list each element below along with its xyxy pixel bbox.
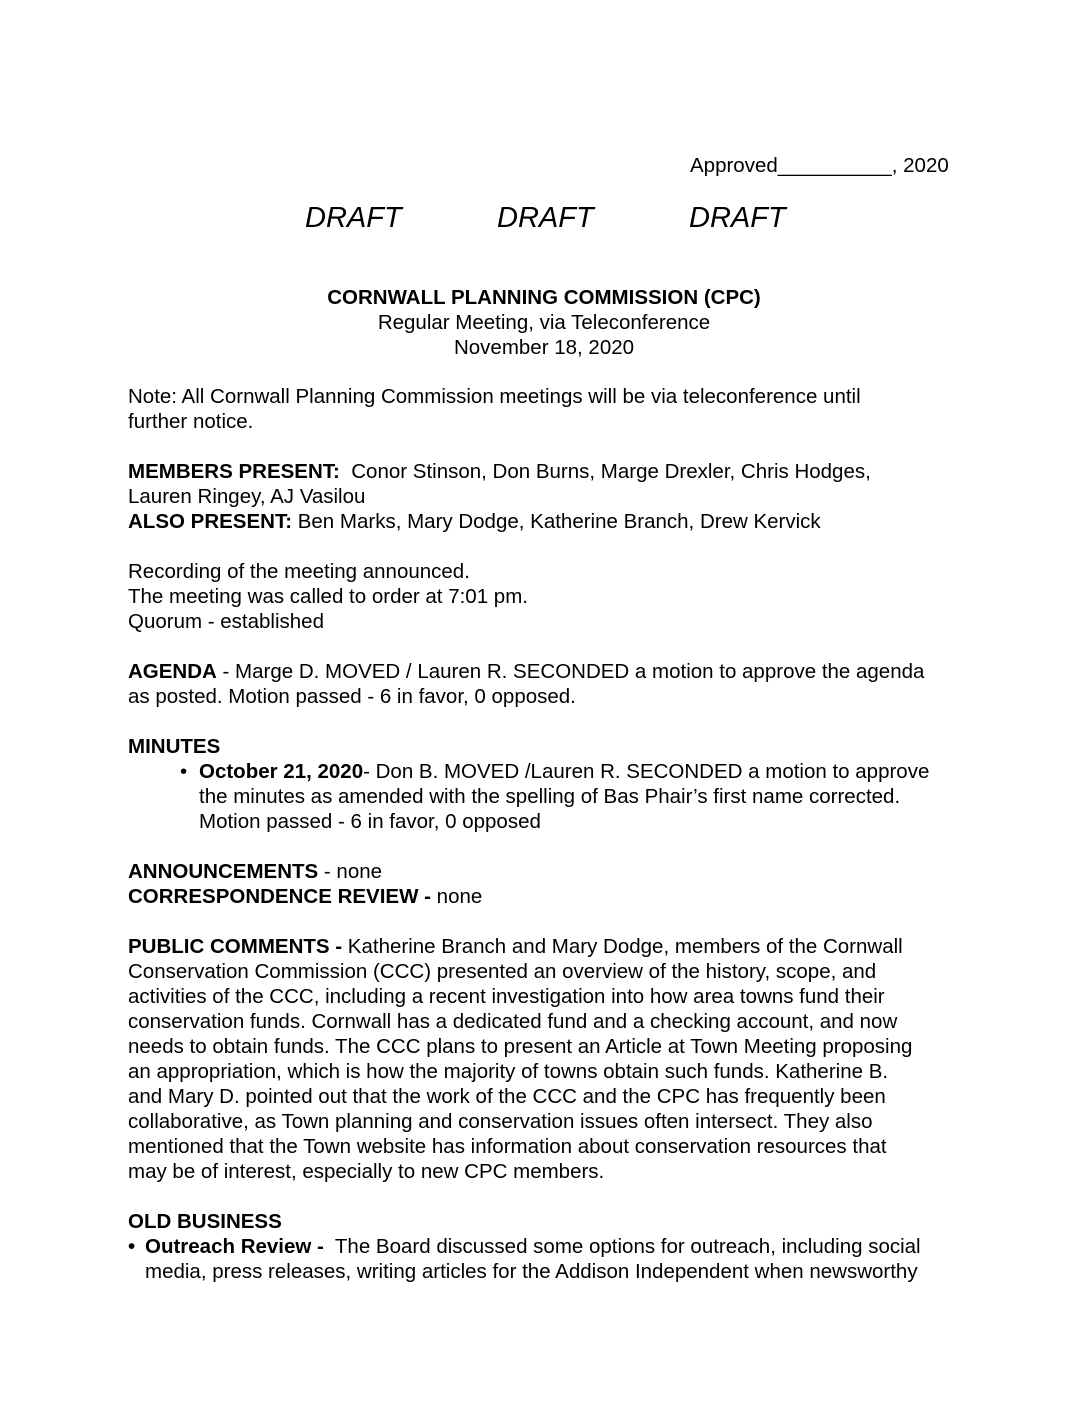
- announcements-section: [128, 859, 968, 909]
- opening-line: The meeting was called to order at 7:01 pm.: [128, 585, 528, 608]
- agenda-text: - Marge D. MOVED / Lauren R. SECONDED a motion to approve the agenda: [216, 660, 925, 683]
- minutes-list-item: [128, 759, 968, 834]
- minutes-body: [128, 384, 968, 1284]
- public-comments-line: needs to obtain funds. The CCC plans to present an Article at Town Meeting proposing: [128, 1035, 913, 1058]
- minutes-label: MINUTES: [128, 735, 221, 758]
- bullet-icon: •: [128, 1235, 136, 1258]
- minutes-item-date: October 21, 2020: [199, 760, 364, 783]
- public-comments-line: activities of the CCC, including a recent investigation into how area towns fund their: [128, 985, 885, 1008]
- correspondence-text: none: [430, 885, 483, 908]
- opening-line: Recording of the meeting announced.: [128, 560, 470, 583]
- approval-line: Approved__________, 2020: [690, 154, 949, 177]
- draft-label: DRAFT: [497, 202, 594, 234]
- note-paragraph: [128, 384, 968, 434]
- public-comments-line: mentioned that the Town website has information about conservation resources that: [128, 1135, 887, 1158]
- agenda-section: [128, 659, 968, 709]
- opening-line: Quorum - established: [128, 610, 324, 633]
- members-list: Conor Stinson, Don Burns, Marge Drexler, Chris Hodges,: [339, 460, 871, 483]
- agenda-label: AGENDA: [128, 660, 217, 683]
- document-title: CORNWALL PLANNING COMMISSION (CPC): [327, 286, 761, 309]
- minutes-section: [128, 734, 968, 834]
- minutes-item-text-continued: the minutes as amended with the spelling of Bas Phair’s first name corrected.: [199, 785, 901, 808]
- public-comments-section: [128, 934, 968, 1184]
- agenda-text-continued: as posted. Motion passed - 6 in favor, 0 opposed.: [128, 685, 576, 708]
- old-business-item-text: The Board discussed some options for outreach, including social: [323, 1235, 921, 1258]
- public-comments-text: Katherine Branch and Mary Dodge, members of the Cornwall: [342, 935, 903, 958]
- also-present-list: Ben Marks, Mary Dodge, Katherine Branch, Drew Kervick: [292, 510, 821, 533]
- announcements-label: ANNOUNCEMENTS: [128, 860, 319, 883]
- note-line: further notice.: [128, 410, 254, 433]
- bullet-icon: •: [180, 760, 188, 783]
- old-business-item-label: Outreach Review -: [145, 1235, 324, 1258]
- minutes-item-text: - Don B. MOVED /Lauren R. SECONDED a motion to approve: [363, 760, 930, 783]
- note-line: Note: All Cornwall Planning Commission meetings will be via teleconference until: [128, 385, 861, 408]
- also-present-label: ALSO PRESENT:: [128, 510, 293, 533]
- public-comments-line: an appropriation, which is how the majority of towns obtain such funds. Katherine B.: [128, 1060, 889, 1083]
- members-present-label: MEMBERS PRESENT:: [128, 460, 340, 483]
- document-header: [128, 285, 960, 360]
- also-present-line: [128, 509, 968, 534]
- public-comments-line: may be of interest, especially to new CPC members.: [128, 1160, 605, 1183]
- opening-section: [128, 559, 968, 634]
- public-comments-line: conservation funds. Cornwall has a dedicated fund and a checking account, and now: [128, 1010, 898, 1033]
- old-business-section: [128, 1209, 968, 1284]
- old-business-item-text-continued: media, press releases, writing articles for the Addison Independent when newsworthy: [145, 1260, 918, 1283]
- draft-label: DRAFT: [689, 202, 786, 234]
- public-comments-line: collaborative, as Town planning and conservation issues often intersect. They also: [128, 1110, 873, 1133]
- meeting-date: November 18, 2020: [453, 336, 635, 359]
- announcements-text: - none: [318, 860, 383, 883]
- public-comments-line: Conservation Commission (CCC) presented an overview of the history, scope, and: [128, 960, 877, 983]
- attendance-section: [128, 459, 968, 534]
- public-comments-line: and Mary D. pointed out that the work of the CCC and the CPC has frequently been: [128, 1085, 886, 1108]
- old-business-label: OLD BUSINESS: [128, 1210, 282, 1233]
- members-present-line: [128, 459, 968, 484]
- public-comments-label: PUBLIC COMMENTS -: [128, 935, 343, 958]
- meeting-type: Regular Meeting, via Teleconference: [377, 311, 711, 334]
- draft-label: DRAFT: [305, 202, 402, 234]
- members-list-continued: Lauren Ringey, AJ Vasilou: [128, 485, 366, 508]
- old-business-item: [128, 1234, 968, 1284]
- correspondence-label: CORRESPONDENCE REVIEW -: [128, 885, 431, 908]
- minutes-item-text-continued: Motion passed - 6 in favor, 0 opposed: [199, 810, 541, 833]
